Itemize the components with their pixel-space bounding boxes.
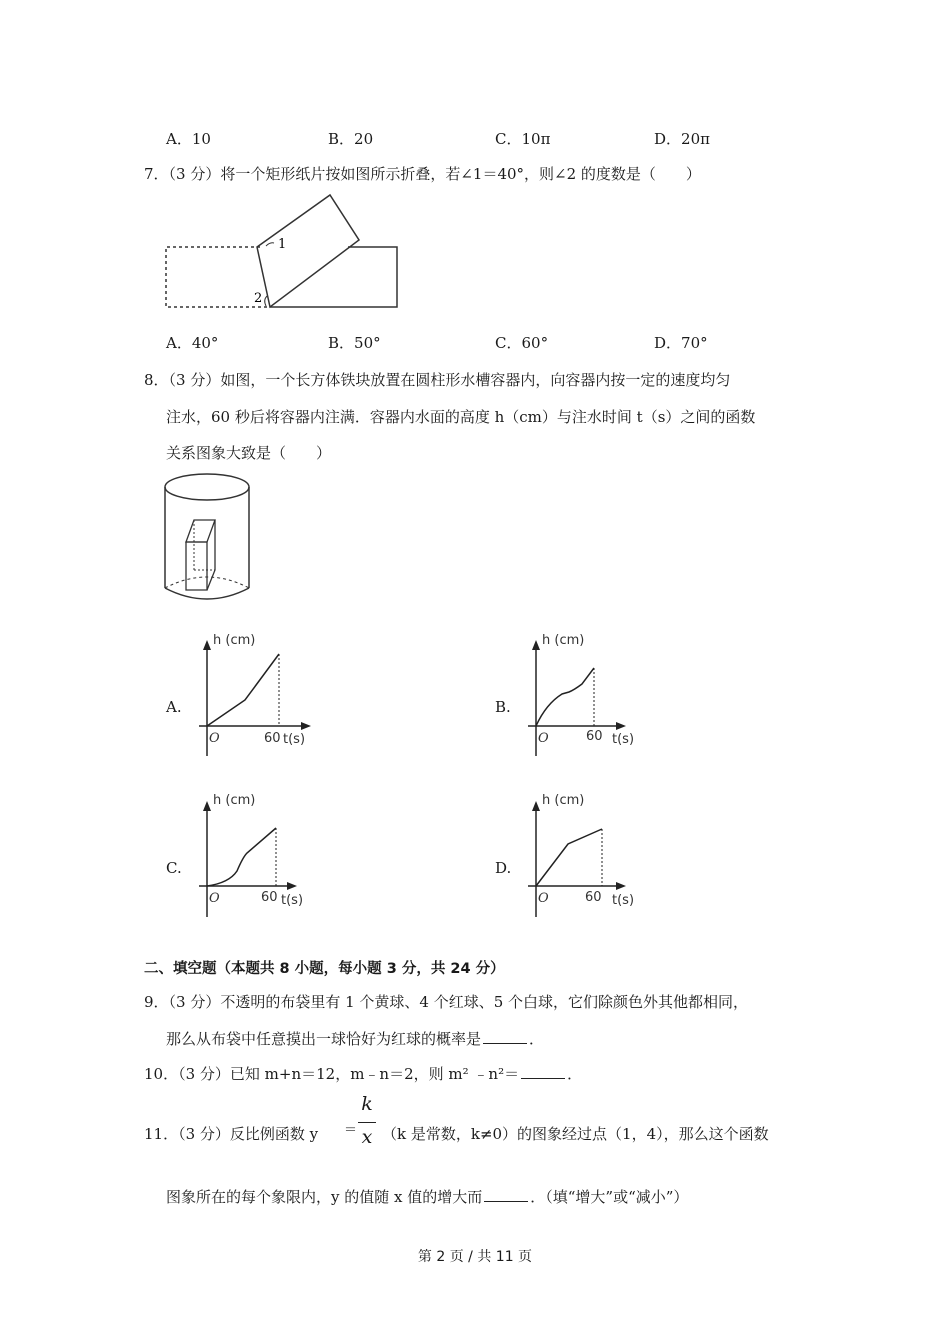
graph-b-origin: O	[538, 731, 549, 746]
section-2-title: 二、填空题（本题共 8 小题，每小题 3 分，共 24 分）	[144, 961, 505, 977]
graph-b-tick-60: 60	[586, 729, 603, 744]
q8-text-line3: 关系图象大致是（ ）	[166, 444, 332, 462]
q9-answer-blank[interactable]	[483, 1029, 527, 1044]
graph-b-y-label: h (cm)	[542, 633, 585, 648]
q11-text-line2	[166, 1186, 688, 1207]
q11-fraction-denominator: x	[361, 1126, 373, 1148]
graph-d-tick-60: 60	[585, 890, 602, 905]
q9-line2-end: ．	[529, 1030, 545, 1048]
q10-text-main: 10．（3 分）已知 m+n＝12，m﹣n＝2，则 m² ﹣n²＝	[144, 1065, 520, 1083]
q11-equals-sign: ＝	[344, 1123, 358, 1138]
q8-option-b-label: B.	[495, 698, 511, 716]
q8-graph-c	[195, 789, 315, 919]
q8-graph-d	[524, 789, 644, 919]
q11-text-line1-b: （k 是常数，k≠0）的图象经过点（1，4），那么这个函数	[382, 1125, 769, 1143]
q7-folded-paper-figure	[160, 190, 405, 315]
q11-answer-blank[interactable]	[484, 1187, 528, 1202]
q7-text: 7．（3 分）将一个矩形纸片按如图所示折叠，若∠1＝40°，则∠2 的度数是（ ）	[144, 165, 701, 183]
q7-option-c: C．60°	[495, 334, 549, 352]
q8-graph-b	[524, 628, 644, 758]
q11-line2-end: ．（填“增大”或“减小”）	[530, 1188, 689, 1206]
graph-d-y-label: h (cm)	[542, 793, 585, 808]
q11-fraction-numerator: k	[361, 1093, 373, 1115]
page-footer: 第 2 页 / 共 11 页	[417, 1249, 533, 1265]
q6-option-a: A．10	[166, 130, 211, 148]
graph-d-origin: O	[538, 891, 549, 906]
q8-option-c-label: C.	[166, 859, 182, 877]
angle-1-label: 1	[278, 237, 287, 252]
q7-option-b: B．50°	[328, 334, 381, 352]
graph-a-origin: O	[209, 731, 220, 746]
q7-option-d: D．70°	[654, 334, 708, 352]
q6-option-c: C．10π	[495, 130, 551, 148]
q6-option-d: D．20π	[654, 130, 710, 148]
angle-2-label: 2	[254, 291, 263, 306]
graph-a-tick-60: 60	[264, 731, 281, 746]
graph-a-x-label: t(s)	[283, 732, 306, 747]
q8-cylinder-figure	[160, 470, 260, 605]
graph-c-x-label: t(s)	[281, 893, 304, 908]
graph-b-x-label: t(s)	[612, 732, 635, 747]
q10-answer-blank[interactable]	[521, 1064, 565, 1079]
q11-fraction-bar	[358, 1122, 376, 1123]
graph-a-y-label: h (cm)	[213, 633, 256, 648]
q9-text-line1: 9．（3 分）不透明的布袋里有 1 个黄球、4 个红球、5 个白球，它们除颜色外其他都相同，	[144, 993, 749, 1011]
graph-c-origin: O	[209, 891, 220, 906]
q8-text-line1: 8．（3 分）如图，一个长方体铁块放置在圆柱形水槽容器内，向容器内按一定的速度均匀	[144, 371, 731, 389]
q11-text-line1-a: 11．（3 分）反比例函数 y	[144, 1125, 319, 1143]
graph-d-x-label: t(s)	[612, 893, 635, 908]
graph-c-tick-60: 60	[261, 890, 278, 905]
q8-text-line2: 注水，60 秒后将容器内注满．容器内水面的高度 h（cm）与注水时间 t（s）之间的函数	[166, 408, 756, 426]
q11-line2-text: 图象所在的每个象限内，y 的值随 x 值的增大而	[166, 1188, 483, 1206]
q7-option-a: A．40°	[166, 334, 219, 352]
q9-line2-text: 那么从布袋中任意摸出一球恰好为红球的概率是	[166, 1030, 482, 1048]
q9-text-line2	[166, 1028, 544, 1049]
q8-option-a-label: A.	[166, 698, 182, 716]
q10-text-end: ．	[567, 1065, 583, 1083]
q10-text	[144, 1063, 582, 1084]
q6-option-b: B．20	[328, 130, 374, 148]
q8-graph-a	[195, 628, 315, 758]
graph-c-y-label: h (cm)	[213, 793, 256, 808]
q8-option-d-label: D.	[495, 859, 512, 877]
